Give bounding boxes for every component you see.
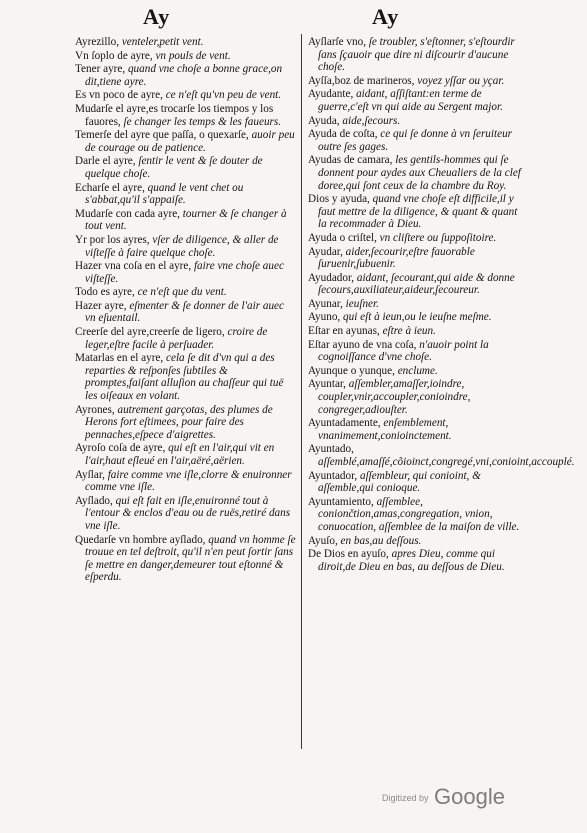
page-header — [0, 4, 587, 32]
entry-headword: Quedarſe vn hombre ayſlado, — [75, 533, 206, 546]
entry-definition: aſſemblee, coniončtion,amas,congregation, vnion, conuocation, aſſemblee de la maiſon de ville. — [318, 495, 520, 533]
entry-headword: Hazer ayre, — [75, 299, 127, 312]
entry-definition: quand vne choſe eſt difficile,il y faut mettre de la diligence, & quant & quant la recommader à Dieu. — [318, 193, 518, 231]
entry-definition: qui eſt à ieun,ou le ieuſne meſme. — [343, 311, 492, 324]
dictionary-entry — [308, 115, 527, 128]
entry-definition: les gentils-hommes qui ſe donnent pour aydes aux Cheualiers de la clef doree,qui ſont ceux de la chambre du Roy. — [318, 154, 521, 192]
dictionary-entry — [75, 260, 296, 285]
dictionary-entry — [75, 352, 296, 402]
dictionary-entry — [308, 298, 527, 311]
entry-definition: ce n'eſt qu'vn peu de vent. — [165, 89, 282, 102]
dictionary-entry — [308, 339, 527, 364]
entry-definition: quand le vent chet ou s'abbat,qu'il s'appaiſe. — [85, 181, 244, 207]
left-column — [75, 36, 296, 748]
entry-headword: Darle el ayre, — [75, 155, 136, 168]
entry-definition: auoir peu de courage ou de patience. — [85, 129, 295, 154]
entry-headword: Mudarſe con cada ayre, — [75, 207, 180, 220]
entry-headword: Ayuno, — [308, 311, 341, 324]
dictionary-entry — [75, 129, 296, 154]
entry-headword: Ayuntadamente, — [308, 417, 381, 430]
entry-definition: qui eſt en l'air,qui vit en l'air,haut eſleué en l'air,aëré,aërien. — [85, 442, 275, 467]
entry-definition: vn cliſtere ou ſuppoſitoire. — [379, 231, 497, 244]
dictionary-entry — [75, 534, 296, 584]
entry-definition: ieuſner. — [345, 297, 379, 310]
entry-headword: Ayunar, — [308, 297, 343, 310]
column-divider — [301, 34, 302, 749]
entry-headword: Todo es ayre, — [75, 286, 135, 299]
entry-definition: vn pouls de vent. — [155, 49, 231, 62]
entry-headword: Ayudar, — [308, 245, 343, 258]
entry-definition: ce qui ſe donne à vn ſeruiteur outre ſes gages. — [318, 128, 513, 153]
entry-definition: en bas,au deſſous. — [340, 534, 422, 547]
entry-definition: ſe changer les temps & les faueurs. — [123, 115, 282, 128]
entry-headword: Yr por los ayres, — [75, 233, 150, 246]
dictionary-entry — [308, 378, 527, 416]
dictionary-entry — [308, 548, 527, 573]
dictionary-entry — [75, 63, 296, 88]
entry-headword: Vn ſoplo de ayre, — [75, 49, 153, 62]
entry-definition: venteler,petit vent. — [121, 36, 204, 48]
entry-definition: vſer de diligence, & aller de viſteſſe à faire quelque choſe. — [85, 233, 279, 259]
entry-definition: faire vne choſe auec viſteſſe. — [85, 260, 284, 285]
dictionary-entry — [75, 89, 296, 102]
entry-definition: enclume. — [397, 364, 438, 377]
dictionary-entry — [308, 325, 527, 338]
dictionary-entry — [308, 443, 575, 468]
dictionary-entry — [75, 103, 296, 128]
dictionary-entry — [75, 36, 296, 49]
entry-definition: aidant, aſſiſtant:en terme de guerre,c'eſt vn qui aide au Sergent major. — [318, 88, 503, 113]
dictionary-entry — [308, 417, 527, 442]
dictionary-entry — [75, 182, 296, 207]
dictionary-entry — [75, 208, 296, 233]
entry-definition: quand vn homme ſe trouue en tel deſtroit, qu'il n'en peut ſortir ſans ſe mettre en danger,demeurer tout eſtonné & eſperdu. — [85, 533, 296, 584]
dictionary-entry — [75, 300, 296, 325]
entry-definition: qui eſt fait en iſle,enuironné tout à l'entour & enclos d'eau ou de ruës,retiré dans vne iſle. — [85, 494, 291, 532]
entry-headword: Echarſe el ayre, — [75, 181, 145, 194]
dictionary-entry — [308, 88, 527, 113]
entry-headword: Creerſe del ayre,creerſe de ligero, — [75, 326, 225, 339]
entry-headword: Ayuntado, — [308, 443, 354, 456]
dictionary-entry — [308, 535, 527, 548]
entry-headword: Temerſe del ayre que paſſa, o quexarſe, — [75, 129, 249, 142]
dictionary-entry — [75, 469, 296, 494]
entry-headword: Ayſlar, — [75, 468, 105, 481]
entry-headword: Ayuda, — [308, 114, 340, 127]
google-logo: Google — [434, 784, 505, 809]
header-left: Ay — [143, 4, 171, 29]
dictionary-entry — [308, 496, 527, 534]
dictionary-entry — [308, 311, 527, 324]
entry-headword: Ayrones, — [75, 403, 115, 416]
dictionary-entry — [75, 155, 296, 180]
dictionary-entry — [75, 326, 296, 351]
right-column — [308, 36, 575, 748]
entry-headword: Ayuda o criſtel, — [308, 231, 377, 244]
entry-headword: Ayſſa,boz de marineros, — [308, 74, 415, 87]
entry-headword: Ayudante, — [308, 88, 354, 101]
dictionary-entry — [75, 286, 296, 299]
entry-headword: Ayrezillo, — [75, 36, 120, 48]
dictionary-entry — [308, 193, 527, 231]
entry-headword: Dios y ayuda, — [308, 193, 370, 206]
entry-headword: Hazer vna coſa en el ayre, — [75, 260, 192, 273]
dictionary-entry — [308, 272, 527, 297]
entry-definition: aſſemblé,amaſſé,cõioinct,congregé,vni,conioint,accouplé. — [318, 456, 575, 468]
entry-headword: Matarlas en el ayre, — [75, 352, 164, 365]
entry-headword: Tener ayre, — [75, 63, 126, 76]
entry-definition: aide,ſecours. — [342, 114, 401, 127]
entry-headword: Ayuntamiento, — [308, 495, 374, 508]
entry-definition: quand vne choſe a bonne grace,on dit,tiene ayre. — [85, 63, 283, 88]
header-right: Ay — [372, 4, 400, 29]
dictionary-entry — [75, 234, 296, 259]
entry-headword: Ayunque o yunque, — [308, 364, 395, 377]
dictionary-entry — [308, 36, 527, 74]
entry-definition: ce n'eſt que du vent. — [137, 286, 227, 299]
entry-definition: ſe troubler, s'eſtonner, s'eſtourdir ſans ſçauoir que dire ni diſcourir d'aucune choſe. — [318, 36, 515, 74]
dictionary-entry — [308, 128, 527, 153]
dictionary-entry — [308, 75, 527, 88]
entry-definition: aidant, ſecourant,qui aide & donne ſecours,auxiliateur,aideur,ſecoureur. — [318, 271, 515, 297]
entry-definition: croire de leger,eſtre facile à perſuader. — [85, 326, 268, 351]
entry-definition: voyez yſſar ou yçar. — [417, 74, 505, 87]
entry-definition: ſentir le vent & ſe douter de quelque choſe. — [85, 155, 263, 180]
dictionary-entry — [308, 154, 527, 192]
dictionary-entry — [308, 470, 527, 495]
entry-definition: aſſembleur, qui conioint, & aſſemble,qui conioque. — [318, 469, 481, 495]
entry-headword: Ayuntar, — [308, 378, 346, 391]
dictionary-entry — [308, 246, 527, 271]
dictionary-entry — [75, 495, 296, 533]
digitized-by-text: Digitized by — [382, 793, 429, 803]
entry-definition: aſſembler,amaſſer,ioindre, coupler,vnir,accoupler,conioindre, congreger,adiouſter. — [318, 378, 471, 416]
entry-headword: Mudarſe el ayre,es trocarſe los tiempos y los fauores, — [75, 102, 274, 128]
dictionary-entry — [308, 365, 527, 378]
entry-definition: n'auoir point la cognoiſſance d'vne choſe. — [318, 338, 489, 364]
entry-headword: Ayſlarſe vno, — [308, 36, 367, 48]
entry-definition: autrement garçotas, des plumes de Herons fort eſtimees, pour faire des pennaches,eſpece d'aigrettes. — [85, 403, 273, 441]
entry-definition: eſmenter & ſe donner de l'air auec vn eſuentail. — [85, 299, 284, 325]
entry-headword: De Dios en ayuſo, — [308, 548, 389, 561]
entry-definition: eſtre à ieun. — [382, 325, 436, 338]
entry-headword: Ayuſo, — [308, 534, 338, 547]
entry-headword: Eſtar ayuno de vna coſa, — [308, 338, 417, 351]
entry-headword: Es vn poco de ayre, — [75, 89, 163, 102]
dictionary-entry — [75, 404, 296, 442]
entry-definition: aider,ſecourir,eſtre fauorable ſuruenir,ſubuenir. — [318, 245, 475, 271]
entry-headword: Ayuda de coſta, — [308, 128, 378, 141]
entry-headword: Ayroſo coſa de ayre, — [75, 442, 166, 455]
entry-definition: enſemblement, vnanimement,conioinctement. — [318, 417, 452, 442]
entry-definition: cela ſe dit d'vn qui a des reparties & reſponſes ſubtiles & promptes,faiſant alluſion au chaſſeur qui tuë les oiſeaux en volant. — [85, 352, 284, 403]
entry-headword: Ayuntador, — [308, 469, 358, 482]
entry-definition: tourner & ſe changer à tout vent. — [85, 207, 287, 233]
dictionary-entry — [308, 232, 527, 245]
entry-headword: Eſtar en ayunas, — [308, 325, 380, 338]
entry-headword: Ayudas de camara, — [308, 154, 393, 167]
dictionary-entry — [75, 50, 296, 63]
entry-headword: Ayudador, — [308, 271, 355, 284]
entry-definition: faire comme vne iſle,clorre & enuironner comme vne iſle. — [85, 468, 292, 494]
entry-definition: apres Dieu, comme qui diroit,de Dieu en bas, au deſſous de Dieu. — [318, 548, 505, 573]
entry-headword: Ayſlado, — [75, 494, 113, 507]
dictionary-entry — [75, 442, 296, 467]
